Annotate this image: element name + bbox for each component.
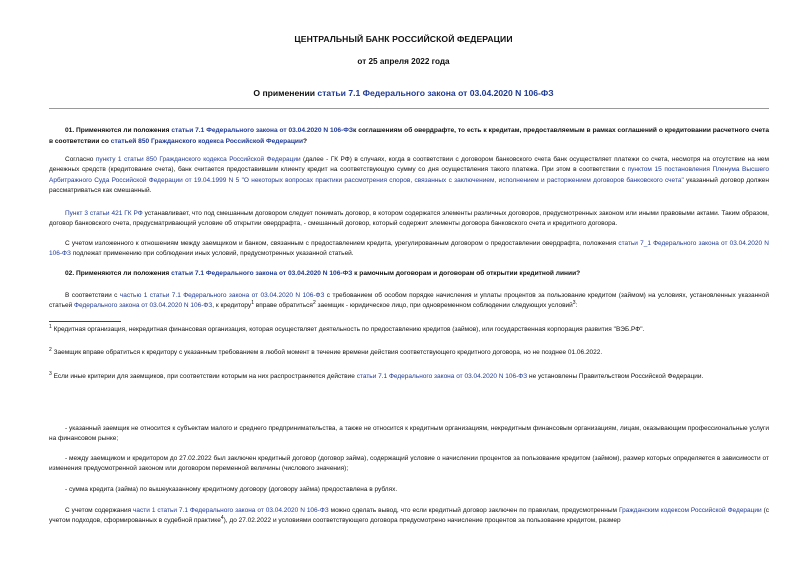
title-prefix: О применении: [253, 88, 318, 98]
footnote-3-text-2: не установлены Правительством Российской Федерации.: [527, 373, 704, 380]
paragraph-5-text-2: можно сделать вывод, что если кредитный договор заключен по правилам, предусмотренным: [328, 507, 619, 514]
paragraph-2-text: устанавливает, что под смешанным договором следует понимать договор, в котором содержатся элементы различных договоров, предусмотренных законом или иными правовыми актами. Таким образом, договор банковского счета, предусматривающий условие об открытии овердрафта, - смешанный договор, который содержит элементы договора банковского счета и кредитного договора.: [49, 210, 769, 228]
footnote-2-marker: 2: [49, 346, 52, 353]
footnote-2-text: Заемщик вправе обратиться к кредитору с указанным требованием в любой момент в течение времени действия соответствующего кредитного договора, но не позднее 01.06.2022.: [51, 349, 603, 356]
question-1: [49, 125, 769, 147]
paragraph-1-text-2: (далее - ГК РФ) в случаях, когда в соответствии с договором банковского счета банк осуществляет платежи со счета, несмотря на отсутствие на нем денежных средств (кредитование счета), банк считается предоставившим клиенту кредит на соответствующую сумму со дня осуществления такого платежа. При этом в соответствии с: [49, 156, 769, 174]
condition-2: - между заемщиком и кредитором до 27.02.2022 был заключен кредитный договор (договор займа), содержащий условие о начислении процентов за пользование кредитом (займом), размер которых определяется в зависимости от изменения предусмотренной законом или договором переменной величины (числового значения);: [49, 455, 769, 473]
question-2-link-law[interactable]: статьи 7.1 Федерального закона от 03.04.2020 N 106-ФЗ: [171, 270, 353, 277]
footnote-1: [49, 325, 769, 335]
question-2-text: 02. Применяются ли положения: [65, 270, 172, 277]
paragraph-4-text-2: с требованием об особом порядке начисления и уплаты процентов за пользование кредитом (займом) на условиях, установленных указанной статьей: [49, 292, 770, 310]
question-1-text: 01. Применяются ли положения: [65, 127, 172, 134]
footnote-ref-4[interactable]: 4: [220, 515, 224, 522]
paragraph-1-text: Согласно: [65, 156, 96, 163]
footnote-3-marker: 3: [49, 370, 52, 377]
paragraph-1: [49, 155, 769, 196]
paragraph-3-text-2: подлежат применению при соблюдении иных условий, предусмотренных указанной статьей.: [70, 250, 354, 258]
paragraph-4-text: В соответствии с: [65, 292, 120, 299]
footnote-3-text: Если иные критерии для заемщиков, при соответствии которым на них распространяется действие: [51, 373, 357, 380]
paragraph-4-link-law[interactable]: Федерального закона от 03.04.2020 N 106-ФЗ: [74, 302, 213, 310]
paragraph-4-text-5: заемщик - юридическое лицо, при одновременном соблюдении следующих условий: [315, 302, 573, 310]
paragraph-4-text-6: :: [575, 302, 578, 310]
footnote-3: [49, 372, 769, 382]
condition-1: - указанный заемщик не относится к субъектам малого и среднего предпринимательства, а также не относится к кредитным организациям, некредитным финансовым организациям, лицам, оказывающим профессиональные услуги на финансовом рынке;: [49, 425, 769, 443]
paragraph-3: [49, 239, 769, 260]
condition-3: - сумма кредита (займа) по вышеуказанному кредитному договору (договору займа) предоставлена в рублях.: [65, 486, 398, 493]
paragraph-2-link-gk-421[interactable]: Пункт 3 статьи 421 ГК РФ: [65, 210, 143, 217]
paragraph-5-link-part1[interactable]: части 1 статьи 7.1 Федерального закона от 03.04.2020 N 106-ФЗ: [133, 507, 329, 514]
question-1-text-3: ?: [303, 138, 308, 145]
footnote-3-link-law[interactable]: статьи 7.1 Федерального закона от 03.04.2020 N 106-ФЗ: [356, 373, 528, 380]
header-divider: [49, 108, 769, 109]
paragraph-5-link-gk[interactable]: Гражданским кодексом Российской Федерации: [618, 507, 762, 514]
document-title: [0, 88, 807, 98]
footnote-divider: [49, 321, 121, 322]
paragraph-4-link-part1[interactable]: частью 1 статьи 7.1 Федерального закона от 03.04.2020 N 106-ФЗ: [119, 292, 325, 299]
paragraph-5-text-4: ), до 27.02.2022 и условиями соответствующего договора предусмотрено начисление процентов за пользование кредитом, размер: [223, 517, 621, 525]
paragraph-5-text: С учетом содержания: [65, 507, 134, 514]
paragraph-4-text-4: вправе обратиться: [253, 302, 313, 310]
footnote-ref-2[interactable]: 2: [312, 300, 316, 307]
footnote-2: [49, 348, 769, 358]
paragraph-4: [49, 291, 769, 312]
question-1-text-2: к соглашениям об овердрафте, то есть к кредитам, предоставляемым в рамках соглашений о кредитовании расчетного счета в соответствии со: [49, 127, 770, 145]
paragraph-3-link-law[interactable]: статьи 7_1 Федерального закона от 03.04.2020 N 106-ФЗ: [49, 240, 769, 258]
issuer-heading: ЦЕНТРАЛЬНЫЙ БАНК РОССИЙСКОЙ ФЕДЕРАЦИИ: [294, 34, 513, 44]
title-law-link[interactable]: статьи 7.1 Федерального закона от 03.04.2020 N 106-ФЗ: [317, 88, 554, 98]
paragraph-2: [49, 209, 769, 230]
paragraph-4-text-3: , к кредитору: [212, 302, 252, 310]
paragraph-1-text-3: указанный договор должен рассматриваться как смешанный.: [49, 176, 769, 194]
footnote-1-text: Кредитная организация, некредитная финансовая организация, которая осуществляет деятельность по предоставлению кредитов (займов), или государственная корпорация развития "ВЭБ.РФ".: [51, 326, 645, 333]
question-2: [49, 268, 769, 279]
paragraph-1-link-gk-850[interactable]: пункту 1 статьи 850 Гражданского кодекса Российской Федерации: [95, 156, 301, 163]
question-1-link-gk[interactable]: статьей 850 Гражданского кодекса Российской Федерации: [110, 138, 304, 145]
question-1-link-law[interactable]: статьи 7.1 Федерального закона от 03.04.2020 N 106-ФЗ: [171, 127, 354, 134]
paragraph-3-text: С учетом изложенного к отношениям между заемщиком и банком, связанным с предоставлением кредита, урегулированным договором о предоставлении овердрафта, положения: [65, 240, 619, 247]
paragraph-5: [49, 506, 769, 527]
question-2-text-2: к рамочным договорам и договорам об открытии кредитной линии?: [352, 270, 581, 277]
document-date: от 25 апреля 2022 года: [357, 57, 450, 66]
footnote-ref-3[interactable]: 3: [572, 300, 576, 307]
footnote-ref-1[interactable]: 1: [251, 300, 254, 307]
paragraph-5-text-3: (с учетом подходов, сформированных в судебной практике: [49, 507, 770, 525]
paragraph-1-link-plenum[interactable]: пунктом 15 постановления Пленума Высшего Арбитражного Суда Российской Федерации от 19.04.1999 N 5 "О некоторых вопросах практики рассмотрения споров, связанных с заключением, исполнением и расторжением договоров банковского счета": [49, 166, 769, 184]
footnote-1-marker: 1: [49, 323, 52, 330]
